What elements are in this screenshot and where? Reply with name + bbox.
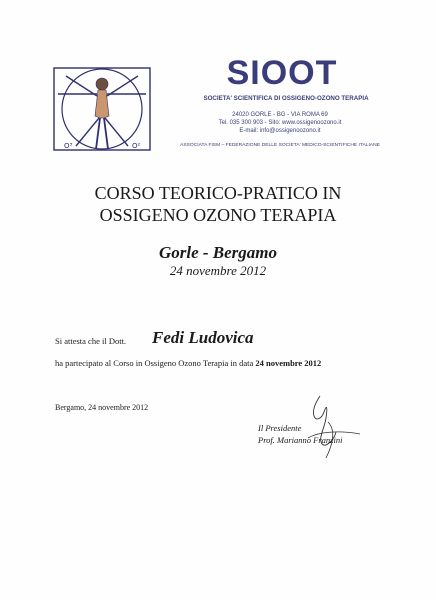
course-place: Gorle - Bergamo <box>158 243 278 262</box>
vitruvian-man-logo <box>52 66 152 152</box>
participation-text: ha partecipato al Corso in Ossigeno Ozono Terapia in data <box>55 358 254 368</box>
course-title-line1: CORSO TEORICO-PRATICO IN <box>94 183 342 203</box>
org-acronym: SIOOT <box>226 54 338 92</box>
signatory-role: Il Presidente <box>258 423 302 433</box>
recipient-name: Fedi Ludovica <box>152 328 254 347</box>
participation-date: 24 novembre 2012 <box>255 358 322 368</box>
org-address: 24020 GORLE - BG - VIA ROMA 69 <box>232 112 328 118</box>
org-full-name: SOCIETA' SCIENTIFICA DI OSSIGENO-OZONO TERAPIA <box>203 95 369 102</box>
participation-statement <box>55 358 321 368</box>
issue-place-date: Bergamo, 24 novembre 2012 <box>55 403 149 412</box>
org-email: E-mail: info@ossigenoozono.it <box>239 128 321 134</box>
vitruvian-man-icon <box>52 66 152 152</box>
svg-text:O³: O³ <box>64 142 73 150</box>
course-title-line2: OSSIGENO OZONO TERAPIA <box>99 205 337 225</box>
course-date: 24 novembre 2012 <box>169 263 267 278</box>
org-membership: ASSOCIATA FISM – FEDERAZIONE DELLE SOCIETA' MEDICO-SCIENTIFICHE ITALIANE <box>180 143 380 148</box>
attest-prefix: Si attesta che il Dott. <box>55 336 127 346</box>
svg-text:O²: O² <box>132 142 141 150</box>
signatory-name: Prof. Marianno Franzini <box>258 435 343 445</box>
org-phone-site: Tel. 035 300 903 - Sito: www.ossigenoozono.it <box>218 120 342 126</box>
